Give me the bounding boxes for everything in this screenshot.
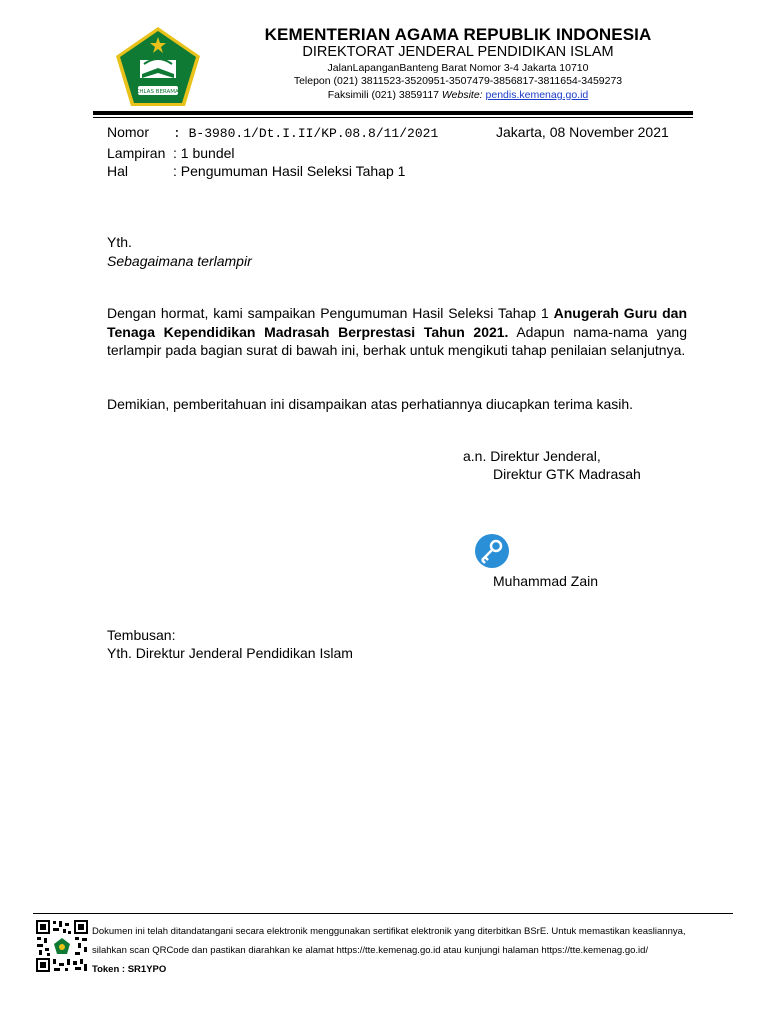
signature-line-1: a.n. Direktur Jenderal,: [463, 448, 601, 464]
lampiran-row: [107, 145, 235, 161]
kemenag-logo: [112, 24, 204, 110]
letterhead: [210, 26, 706, 100]
electronic-seal-icon: [474, 533, 510, 569]
p1-text-bold: Anugerah Guru dan Tenaga Kependidikan Madrasah Berprestasi Tahun 2021.: [107, 305, 687, 340]
hal-label: Hal: [107, 163, 129, 179]
tembusan-label: Tembusan:: [107, 627, 176, 643]
tembusan-item: Yth. Direktur Jenderal Pendidikan Islam: [107, 645, 353, 661]
header-rule-thick: [93, 111, 693, 115]
p1-text-start: Dengan hormat, kami sampaikan Pengumuman Hasil Seleksi Tahap 1: [107, 305, 554, 321]
nomor-label: Nomor: [107, 124, 150, 140]
footer-text: [92, 922, 732, 979]
recipient-to: Sebagaimana terlampir: [107, 253, 252, 269]
body-paragraph-2: Demikian, pemberitahuan ini disampaikan atas perhatiannya diucapkan terima kasih.: [107, 396, 634, 412]
header-rule-thin: [93, 117, 693, 118]
directorate-title: DIREKTORAT JENDERAL PENDIDIKAN ISLAM: [302, 44, 614, 60]
footer-line-2: silahkan scan QRCode dan pastikan diarahkan ke alamat https://tte.kemenag.go.id atau kunjungi halaman https://tte.kemenag.go.id/: [92, 945, 649, 956]
signature-line-2: Direktur GTK Madrasah: [493, 466, 641, 482]
recipient-yth: Yth.: [107, 234, 132, 250]
footer-rule: [33, 913, 733, 914]
lampiran-value: : 1 bundel: [173, 145, 235, 161]
p1-text-end: Adapun nama-nama yang terlampir pada bagian surat di bawah ini, berhak untuk mengikuti tahap penilaian selanjutnya.: [107, 323, 687, 358]
signatory-name: Muhammad Zain: [493, 573, 599, 589]
website-label: Website:: [441, 88, 483, 101]
qr-code-icon: [35, 919, 89, 973]
website-link[interactable]: pendis.kemenag.go.id: [485, 88, 589, 101]
nomor-value: : B-3980.1/Dt.I.II/KP.08.8/11/2021: [173, 126, 439, 141]
phone: Telepon (021) 3811523-3520951-3507479-3856817-3811654-3459273: [293, 75, 623, 87]
footer-token: Token : SR1YPO: [92, 964, 167, 975]
footer-line-1: Dokumen ini telah ditandatangani secara elektronik menggunakan sertifikat elektronik yang diterbitkan BSrE. Untuk memastikan keasliannya,: [92, 926, 686, 937]
address: JalanLapanganBanteng Barat Nomor 3-4 Jakarta 10710: [327, 61, 589, 74]
fax: Faksimili (021) 3859117: [327, 88, 439, 101]
svg-text:IKHLAS BERAMAL: IKHLAS BERAMAL: [134, 89, 182, 95]
ministry-title: KEMENTERIAN AGAMA REPUBLIK INDONESIA: [264, 25, 652, 44]
letter-date: Jakarta, 08 November 2021: [496, 124, 669, 140]
hal-value: : Pengumuman Hasil Seleksi Tahap 1: [173, 163, 406, 179]
fax-website: [210, 90, 706, 101]
lampiran-label: Lampiran: [107, 145, 166, 161]
body-paragraph-1: [107, 304, 687, 360]
hal-row: [107, 163, 405, 179]
nomor-row: [107, 124, 438, 141]
